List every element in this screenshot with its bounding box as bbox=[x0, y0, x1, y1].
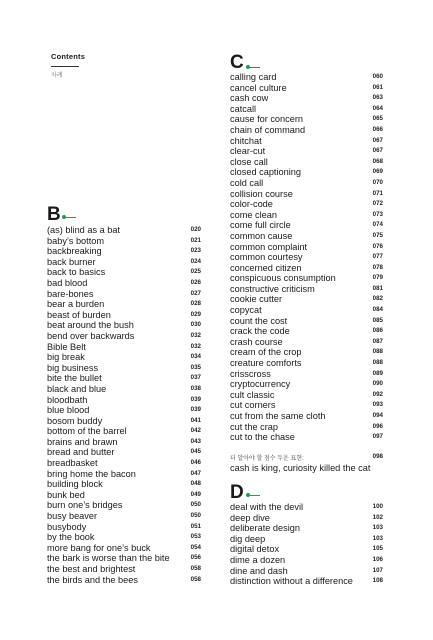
entry-page-number: 035 bbox=[190, 363, 201, 371]
entry-phrase: close call bbox=[230, 156, 268, 167]
toc-entry bbox=[230, 358, 383, 369]
section-c-letter: C bbox=[230, 52, 244, 73]
entry-phrase: (as) blind as a bat bbox=[47, 225, 121, 235]
entry-phrase: cut to the chase bbox=[230, 432, 295, 443]
entry-phrase: creature comforts bbox=[230, 358, 302, 369]
toc-entry bbox=[230, 273, 383, 284]
entry-phrase: common complaint bbox=[230, 241, 308, 252]
entry-page-number: 074 bbox=[372, 221, 383, 229]
entry-phrase: the bark is worse than the bite bbox=[47, 553, 170, 564]
entry-phrase: brains and brawn bbox=[47, 436, 118, 447]
entry-phrase: dig deep bbox=[230, 533, 266, 544]
toc-entry bbox=[47, 511, 201, 522]
entry-page-number: 092 bbox=[372, 390, 383, 398]
entry-page-number: 039 bbox=[190, 395, 201, 403]
entry-page-number: 034 bbox=[190, 353, 201, 361]
entry-page-number: 042 bbox=[190, 427, 201, 435]
entry-phrase: bottom of the barrel bbox=[47, 426, 127, 437]
toc-entry bbox=[230, 210, 383, 221]
entry-page-number: 053 bbox=[190, 533, 201, 541]
toc-entry bbox=[47, 299, 201, 310]
entry-page-number: 021 bbox=[190, 236, 201, 244]
toc-entry bbox=[230, 178, 383, 189]
entry-phrase: cut corners bbox=[230, 400, 276, 411]
entry-page-number: 030 bbox=[190, 321, 201, 329]
toc-entry bbox=[47, 437, 201, 448]
entry-phrase: concerned citizen bbox=[230, 262, 302, 273]
entry-page-number: 049 bbox=[190, 490, 201, 498]
toc-entry bbox=[230, 400, 383, 411]
toc-entry bbox=[47, 543, 201, 554]
toc-entry bbox=[47, 289, 201, 300]
entry-phrase: cancel culture bbox=[230, 82, 287, 93]
entry-page-number: 026 bbox=[190, 278, 201, 286]
entry-phrase: crash course bbox=[230, 336, 283, 347]
toc-entry bbox=[230, 316, 383, 327]
entry-phrase: calling card bbox=[230, 72, 277, 82]
entry-page-number: 046 bbox=[190, 459, 201, 467]
entry-phrase: bread and butter bbox=[47, 447, 115, 458]
toc-entry bbox=[230, 337, 383, 348]
entry-phrase: come full circle bbox=[230, 220, 291, 231]
toc-entry bbox=[230, 502, 383, 513]
section-c-note-label: 더 알아야 할 점수 두운 표현: bbox=[230, 456, 304, 462]
entry-page-number: 077 bbox=[372, 253, 383, 261]
entry-page-number: 079 bbox=[372, 274, 383, 282]
entry-phrase: beast of burden bbox=[47, 309, 111, 320]
entry-phrase: cryptocurrency bbox=[230, 379, 291, 390]
toc-entry bbox=[230, 252, 383, 263]
entry-phrase: more bang for one’s buck bbox=[47, 542, 151, 553]
toc-entry bbox=[230, 566, 383, 577]
toc-entry bbox=[230, 369, 383, 380]
section-b bbox=[47, 204, 201, 585]
entry-page-number: 093 bbox=[372, 401, 383, 409]
entry-page-number: 038 bbox=[190, 384, 201, 392]
toc-entry bbox=[230, 136, 383, 147]
entry-phrase: bloodbath bbox=[47, 394, 88, 405]
entry-phrase: count the cost bbox=[230, 315, 288, 326]
toc-entry bbox=[47, 310, 201, 321]
entry-page-number: 047 bbox=[190, 469, 201, 477]
toc-entry bbox=[230, 422, 383, 433]
contents-subtitle: 차례 bbox=[51, 73, 63, 79]
toc-entry bbox=[230, 284, 383, 295]
toc-entry bbox=[47, 500, 201, 511]
entry-page-number: 086 bbox=[372, 327, 383, 335]
entry-phrase: copycat bbox=[230, 305, 262, 316]
entry-page-number: 103 bbox=[372, 534, 383, 542]
toc-entry bbox=[47, 225, 201, 236]
toc-entry bbox=[230, 390, 383, 401]
entry-phrase: building block bbox=[47, 479, 103, 490]
toc-entry bbox=[47, 320, 201, 331]
toc-entry bbox=[230, 576, 383, 587]
toc-entry bbox=[230, 411, 383, 422]
toc-entry bbox=[47, 490, 201, 501]
entry-page-number: 107 bbox=[372, 566, 383, 574]
toc-entry bbox=[47, 373, 201, 384]
toc-entry bbox=[47, 416, 201, 427]
contents-title: Contents bbox=[51, 52, 86, 61]
section-d bbox=[230, 482, 383, 587]
entry-phrase: cut the crap bbox=[230, 421, 279, 432]
entry-page-number: 072 bbox=[372, 200, 383, 208]
toc-entry bbox=[47, 278, 201, 289]
toc-entry bbox=[230, 104, 383, 115]
toc-entry bbox=[230, 263, 383, 274]
entry-page-number: 066 bbox=[372, 125, 383, 133]
section-c-line bbox=[250, 67, 260, 68]
entry-page-number: 024 bbox=[190, 257, 201, 265]
entry-phrase: dine and dash bbox=[230, 565, 288, 576]
toc-entry bbox=[47, 458, 201, 469]
entry-page-number: 028 bbox=[190, 300, 201, 308]
entry-page-number: 085 bbox=[372, 316, 383, 324]
toc-entry bbox=[47, 564, 201, 575]
entry-page-number: 032 bbox=[190, 331, 201, 339]
toc-entry bbox=[230, 379, 383, 390]
section-c-note-text: cash is king, curiosity killed the cat bbox=[230, 463, 371, 473]
entry-page-number: 106 bbox=[372, 555, 383, 563]
entry-phrase: deal with the devil bbox=[230, 502, 304, 512]
toc-entry bbox=[47, 257, 201, 268]
entry-page-number: 071 bbox=[372, 189, 383, 197]
toc-entry bbox=[230, 326, 383, 337]
entry-phrase: bunk bed bbox=[47, 489, 85, 500]
toc-entry bbox=[47, 363, 201, 374]
entry-phrase: cult classic bbox=[230, 389, 275, 400]
toc-entry bbox=[47, 447, 201, 458]
entry-phrase: deep dive bbox=[230, 512, 270, 523]
toc-entry bbox=[47, 342, 201, 353]
toc-entry bbox=[47, 236, 201, 247]
entry-page-number: 094 bbox=[372, 412, 383, 419]
entry-phrase: cold call bbox=[230, 177, 264, 188]
section-b-heading bbox=[47, 205, 201, 227]
entry-page-number: 100 bbox=[372, 503, 383, 510]
entry-phrase: collision course bbox=[230, 188, 293, 199]
toc-entry bbox=[230, 294, 383, 305]
entry-phrase: bend over backwards bbox=[47, 330, 135, 341]
entry-phrase: crisscross bbox=[230, 368, 271, 379]
toc-entry bbox=[47, 246, 201, 257]
entry-phrase: big break bbox=[47, 352, 85, 363]
entry-page-number: 097 bbox=[372, 433, 383, 441]
section-b-letter: B bbox=[47, 204, 61, 225]
entry-page-number: 078 bbox=[372, 263, 383, 271]
contents-rule bbox=[51, 66, 79, 67]
section-c-note-number: 098 bbox=[372, 453, 383, 460]
entry-phrase: black and blue bbox=[47, 383, 107, 394]
entry-phrase: catcall bbox=[230, 103, 257, 114]
entry-page-number: 023 bbox=[190, 247, 201, 255]
entry-phrase: crack the code bbox=[230, 326, 290, 337]
toc-entry bbox=[230, 199, 383, 210]
section-b-entries bbox=[47, 225, 201, 585]
toc-entry bbox=[230, 555, 383, 566]
toc-entry bbox=[47, 395, 201, 406]
entry-phrase: common cause bbox=[230, 230, 293, 241]
toc-entry bbox=[230, 114, 383, 125]
entry-page-number: 032 bbox=[190, 342, 201, 350]
entry-phrase: clear-cut bbox=[230, 146, 266, 157]
entry-phrase: beat around the bush bbox=[47, 320, 134, 331]
toc-entry bbox=[230, 231, 383, 242]
toc-entry bbox=[230, 167, 383, 178]
toc-entry bbox=[230, 347, 383, 358]
section-c bbox=[230, 52, 383, 443]
entry-phrase: cut from the same cloth bbox=[230, 411, 326, 421]
entry-page-number: 050 bbox=[190, 512, 201, 520]
toc-entry bbox=[230, 305, 383, 316]
entry-phrase: breadbasket bbox=[47, 458, 98, 469]
entry-phrase: dime a dozen bbox=[230, 554, 286, 565]
entry-page-number: 064 bbox=[372, 104, 383, 112]
contents-header bbox=[51, 52, 85, 79]
entry-phrase: big business bbox=[47, 362, 99, 373]
entry-phrase: backbreaking bbox=[47, 246, 102, 257]
toc-entry bbox=[230, 242, 383, 253]
entry-phrase: come clean bbox=[230, 209, 277, 220]
entry-page-number: 067 bbox=[372, 147, 383, 155]
entry-page-number: 088 bbox=[372, 359, 383, 367]
entry-phrase: color-code bbox=[230, 199, 273, 210]
entry-page-number: 102 bbox=[372, 513, 383, 521]
entry-page-number: 068 bbox=[372, 157, 383, 165]
entry-phrase: bad blood bbox=[47, 277, 88, 288]
entry-page-number: 076 bbox=[372, 242, 383, 250]
toc-entry bbox=[47, 575, 201, 586]
entry-page-number: 054 bbox=[190, 543, 201, 551]
entry-phrase: closed captioning bbox=[230, 167, 301, 178]
entry-page-number: 045 bbox=[190, 448, 201, 456]
entry-page-number: 060 bbox=[372, 73, 383, 80]
toc-entry bbox=[230, 93, 383, 104]
entry-phrase: bite the bullet bbox=[47, 373, 102, 384]
entry-phrase: the birds and the bees bbox=[47, 574, 138, 585]
entry-phrase: bosom buddy bbox=[47, 415, 103, 426]
toc-entry bbox=[230, 544, 383, 555]
toc-entry bbox=[47, 352, 201, 363]
entry-phrase: Bible Belt bbox=[47, 341, 86, 352]
entry-phrase: constructive criticism bbox=[230, 283, 315, 294]
entry-page-number: 073 bbox=[372, 210, 383, 218]
toc-entry bbox=[47, 469, 201, 480]
entry-phrase: bear a burden bbox=[47, 299, 105, 310]
entry-phrase: burn one’s bridges bbox=[47, 500, 123, 511]
entry-phrase: blue blood bbox=[47, 405, 90, 416]
entry-page-number: 070 bbox=[372, 178, 383, 186]
entry-page-number: 087 bbox=[372, 337, 383, 345]
entry-page-number: 061 bbox=[372, 83, 383, 91]
entry-phrase: by the book bbox=[47, 532, 95, 543]
entry-page-number: 063 bbox=[372, 94, 383, 102]
section-d-letter: D bbox=[230, 482, 244, 503]
entry-phrase: cause for concern bbox=[230, 114, 304, 125]
toc-entry bbox=[47, 553, 201, 564]
entry-phrase: conspicuous consumption bbox=[230, 273, 336, 284]
toc-entry bbox=[47, 426, 201, 437]
toc-entry bbox=[230, 534, 383, 545]
entry-page-number: 089 bbox=[372, 369, 383, 377]
toc-entry bbox=[47, 522, 201, 533]
entry-page-number: 029 bbox=[190, 310, 201, 318]
toc-entry bbox=[47, 532, 201, 543]
entry-page-number: 084 bbox=[372, 306, 383, 314]
entry-phrase: chitchat bbox=[230, 135, 262, 146]
toc-entry bbox=[230, 189, 383, 200]
section-b-line bbox=[66, 217, 76, 218]
entry-phrase: deliberate design bbox=[230, 523, 300, 534]
entry-page-number: 039 bbox=[190, 406, 201, 414]
toc-entry bbox=[47, 331, 201, 342]
toc-entry bbox=[47, 267, 201, 278]
entry-page-number: 105 bbox=[372, 545, 383, 553]
toc-entry bbox=[230, 83, 383, 94]
entry-page-number: 090 bbox=[372, 380, 383, 388]
entry-page-number: 050 bbox=[190, 501, 201, 509]
entry-phrase: cookie cutter bbox=[230, 294, 283, 305]
toc-entry bbox=[230, 523, 383, 534]
entry-phrase: common courtesy bbox=[230, 252, 303, 263]
entry-phrase: busybody bbox=[47, 521, 87, 532]
entry-page-number: 075 bbox=[372, 231, 383, 239]
entry-page-number: 058 bbox=[190, 565, 201, 572]
entry-phrase: baby’s bottom bbox=[47, 235, 105, 246]
entry-page-number: 056 bbox=[190, 554, 201, 562]
entry-phrase: distinction without a difference bbox=[230, 576, 353, 587]
entry-page-number: 088 bbox=[372, 348, 383, 356]
entry-phrase: bare-bones bbox=[47, 288, 94, 299]
entry-phrase: the best and brightest bbox=[47, 564, 136, 574]
entry-page-number: 020 bbox=[190, 226, 201, 233]
toc-entry bbox=[47, 384, 201, 395]
entry-page-number: 043 bbox=[190, 437, 201, 445]
section-d-line bbox=[250, 495, 260, 496]
entry-page-number: 041 bbox=[190, 416, 201, 424]
section-d-entries bbox=[230, 502, 383, 587]
entry-page-number: 058 bbox=[190, 575, 201, 583]
entry-phrase: back to basics bbox=[47, 267, 106, 278]
entry-page-number: 108 bbox=[372, 577, 383, 585]
entry-page-number: 025 bbox=[190, 268, 201, 276]
entry-page-number: 065 bbox=[372, 115, 383, 123]
entry-page-number: 067 bbox=[372, 136, 383, 144]
entry-phrase: bring home the bacon bbox=[47, 468, 136, 479]
toc-entry bbox=[230, 157, 383, 168]
toc-entry bbox=[230, 125, 383, 136]
entry-page-number: 048 bbox=[190, 480, 201, 488]
toc-entry bbox=[230, 513, 383, 524]
toc-entry bbox=[230, 220, 383, 231]
toc-entry bbox=[47, 479, 201, 490]
section-c-entries bbox=[230, 72, 383, 443]
entry-page-number: 082 bbox=[372, 295, 383, 303]
entry-phrase: cream of the crop bbox=[230, 347, 302, 358]
toc-entry bbox=[230, 72, 383, 83]
toc-entry bbox=[230, 146, 383, 157]
entry-phrase: busy beaver bbox=[47, 511, 98, 522]
entry-page-number: 081 bbox=[372, 284, 383, 292]
entry-phrase: back burner bbox=[47, 256, 96, 267]
entry-page-number: 027 bbox=[190, 289, 201, 297]
entry-phrase: chain of command bbox=[230, 124, 306, 135]
toc-entry bbox=[230, 432, 383, 443]
entry-page-number: 096 bbox=[372, 422, 383, 430]
entry-page-number: 037 bbox=[190, 374, 201, 382]
entry-phrase: digital detox bbox=[230, 544, 280, 555]
toc-entry bbox=[47, 405, 201, 416]
entry-phrase: cash cow bbox=[230, 93, 269, 104]
entry-page-number: 103 bbox=[372, 524, 383, 532]
entry-page-number: 069 bbox=[372, 168, 383, 176]
entry-page-number: 051 bbox=[190, 522, 201, 530]
